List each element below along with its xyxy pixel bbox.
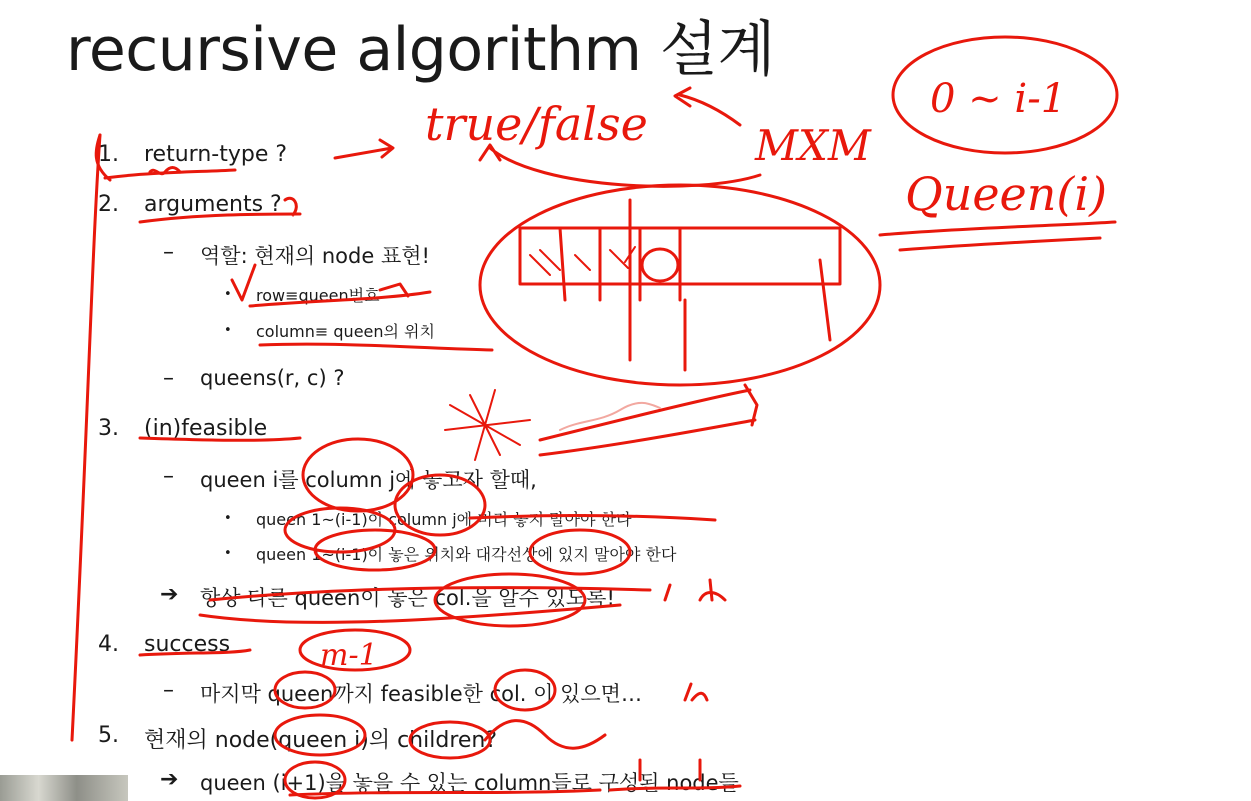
underline-queen-i bbox=[880, 222, 1115, 250]
left-bracket-stroke bbox=[72, 135, 100, 740]
sub-item-place-queen: queen i를 column j에 놓고자 할때, bbox=[200, 468, 537, 492]
item-number-1: 1. bbox=[98, 142, 119, 167]
board-outer-oval bbox=[480, 185, 880, 385]
mxm-label: MXM bbox=[755, 121, 871, 170]
circle-m-minus-1 bbox=[300, 630, 410, 670]
underline-return-type bbox=[105, 170, 235, 178]
underline-column bbox=[260, 344, 492, 350]
arrow-icon: ➔ bbox=[160, 767, 179, 792]
webcam-thumbnail bbox=[0, 775, 128, 801]
dash-marker: – bbox=[163, 366, 174, 391]
m-minus-1-label: m-1 bbox=[320, 638, 378, 673]
item-number-2: 2. bbox=[98, 192, 119, 217]
bullet-column-conflict: queen 1~(i-1)이 column j에 미리 놓지 말아야 한다 bbox=[256, 510, 632, 529]
arrow-from-mxm bbox=[675, 88, 740, 125]
item-arguments: arguments ? bbox=[144, 192, 282, 217]
bullet-diagonal-conflict: queen 1~(i-1)이 놓은 위치와 대각선상에 있지 말아야 한다 bbox=[256, 545, 677, 564]
item-number-5: 5. bbox=[98, 723, 119, 748]
faint-scribble bbox=[560, 403, 660, 430]
dash-marker: – bbox=[163, 464, 174, 489]
item-children: 현재의 node(queen i)의 children? bbox=[144, 728, 498, 753]
bullet-column-queen: column≡ queen의 위치 bbox=[256, 322, 435, 341]
arrow-scribble-right bbox=[540, 385, 757, 455]
item-number-3: 3. bbox=[98, 416, 119, 441]
star-scribble bbox=[445, 390, 530, 460]
board-vertical-marks bbox=[630, 200, 830, 370]
bullet-row-queen: row≡queen번호 bbox=[256, 286, 380, 305]
slide-title: recursive algorithm 설계 bbox=[66, 15, 775, 85]
check-after-note bbox=[665, 580, 725, 600]
dash-marker: – bbox=[163, 240, 174, 265]
sub-item-last-queen: 마지막 queen까지 feasible한 col. 이 있으면… bbox=[200, 682, 642, 706]
mark-after-exists bbox=[685, 684, 707, 700]
bullet-marker: • bbox=[224, 323, 232, 338]
board-scribble-fill bbox=[530, 247, 635, 275]
squiggle-return-type bbox=[150, 168, 180, 174]
circle-zero-to-i1 bbox=[893, 37, 1117, 153]
item-return-type: return-type ? bbox=[144, 142, 288, 167]
arrow-to-true-false bbox=[335, 140, 393, 158]
board-cell-lines bbox=[560, 228, 680, 300]
board-circle-cell bbox=[642, 249, 678, 281]
sub-item-role: 역할: 현재의 node 표현! bbox=[200, 244, 430, 268]
zero-to-i1-label: 0 ~ i-1 bbox=[930, 76, 1067, 122]
dash-marker: – bbox=[163, 678, 174, 703]
bullet-marker: • bbox=[224, 546, 232, 561]
bullet-marker: • bbox=[224, 287, 232, 302]
arrow-mxm-loop bbox=[480, 145, 760, 186]
item-infeasible: (in)feasible bbox=[144, 416, 268, 441]
squiggle-children bbox=[485, 721, 605, 749]
item-success: success bbox=[144, 632, 231, 657]
bullet-marker: • bbox=[224, 511, 232, 526]
board-inner-rect bbox=[520, 228, 840, 284]
arrow-icon: ➔ bbox=[160, 582, 179, 607]
item-number-4: 4. bbox=[98, 632, 119, 657]
true-false-label: true/false bbox=[425, 97, 648, 151]
arrow-note-track-cols: 항상 다른 queen이 놓은 col.을 알수 있도록! bbox=[200, 586, 615, 610]
arrow-note-children-nodes: queen (i+1)을 놓을 수 있는 column들로 구성된 node들 bbox=[200, 771, 739, 795]
queen-i-label: Queen(i) bbox=[905, 167, 1108, 221]
checkmark-row bbox=[232, 265, 255, 300]
sub-item-queens-rc: queens(r, c) ? bbox=[200, 366, 345, 390]
